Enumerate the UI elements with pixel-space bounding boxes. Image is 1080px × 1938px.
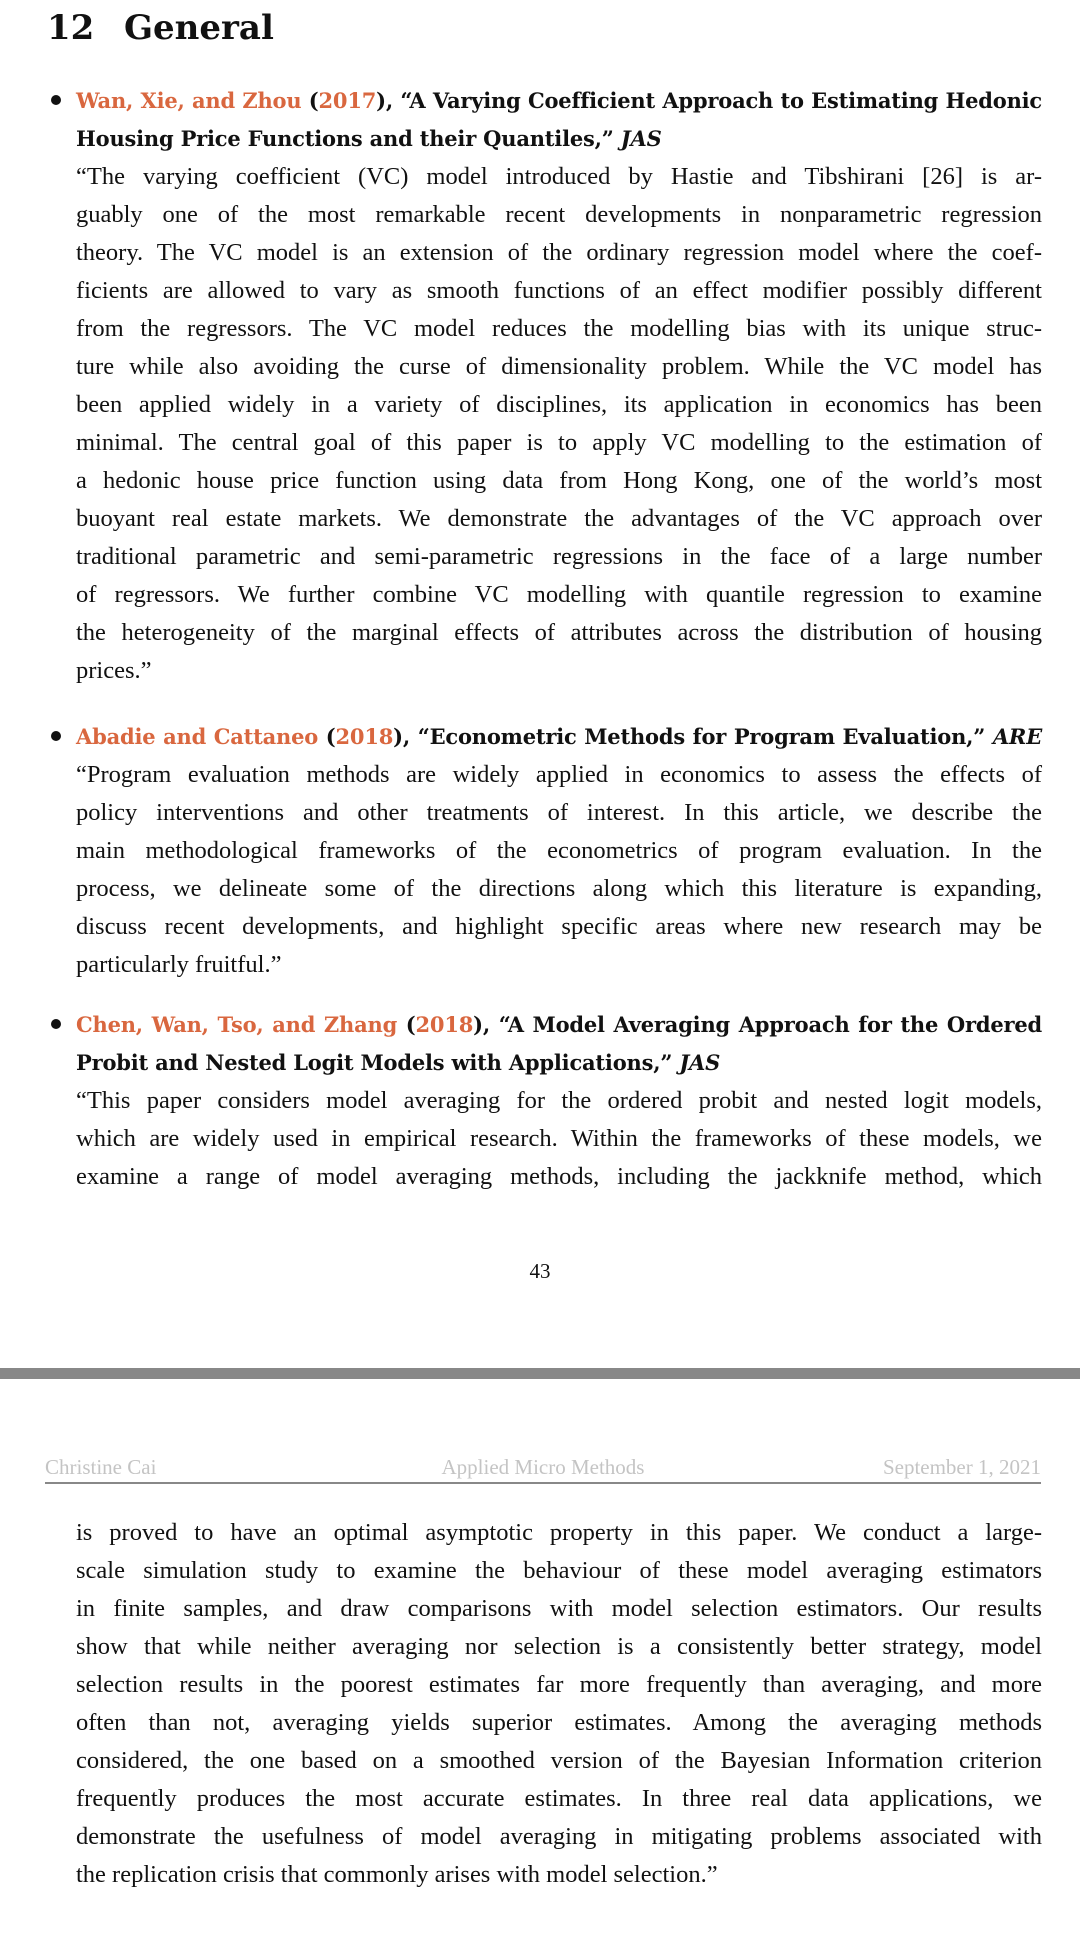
author-link[interactable]: Chen, Wan, Tso, and Zhang: [76, 1012, 398, 1037]
abstract-line: of regressors. We further combine VC modelling with quantile regression to examine: [76, 581, 1042, 608]
reference-title: Housing Price Functions and their Quantiles,”: [76, 126, 621, 151]
abstract-line: traditional parametric and semi-parametric regressions in the face of a large number: [76, 543, 1042, 570]
section-title: General: [124, 8, 274, 48]
year-link[interactable]: 2018: [415, 1012, 474, 1037]
abstract-line: examine a range of model averaging methods, including the jackknife method, which: [76, 1163, 1042, 1190]
abstract-line: selection results in the poorest estimates far more frequently than averaging, and more: [76, 1671, 1042, 1698]
abstract-line: been applied widely in a variety of disciplines, its application in economics has been: [76, 391, 1042, 418]
abstract-line: scale simulation study to examine the behaviour of these model averaging estimators: [76, 1557, 1042, 1584]
abstract-line: guably one of the most remarkable recent developments in nonparametric regression: [76, 201, 1042, 228]
author-link[interactable]: Wan, Xie, and Zhou: [76, 88, 302, 113]
reference-title: Probit and Nested Logit Models with Applications,”: [76, 1050, 680, 1075]
abstract-line: process, we delineate some of the directions along which this literature is expanding,: [76, 875, 1042, 902]
abstract-line: a hedonic house price function using data from Hong Kong, one of the world’s most: [76, 467, 1042, 494]
abstract-line: is proved to have an optimal asymptotic property in this paper. We conduct a large-: [76, 1519, 1042, 1546]
reference-heading-line: [76, 1044, 1042, 1082]
abstract-line: buoyant real estate markets. We demonstrate the advantages of the VC approach over: [76, 505, 1042, 532]
header-author: Christine Cai: [45, 1455, 157, 1479]
journal-name: JAS: [620, 126, 662, 151]
abstract-line: “This paper considers model averaging for the ordered probit and nested logit models,: [76, 1087, 1042, 1114]
abstract-line: often than not, averaging yields superior estimates. Among the averaging methods: [76, 1709, 1042, 1736]
abstract-line: which are widely used in empirical research. Within the frameworks of these models, we: [76, 1125, 1042, 1152]
section-heading: [47, 6, 274, 50]
abstract-line: “Program evaluation methods are widely applied in economics to assess the effects of: [76, 761, 1042, 788]
abstract-line: from the regressors. The VC model reduces the modelling bias with its unique struc-: [76, 315, 1042, 342]
reference-heading-line: Wan, Xie, and Zhou (2017), “A Varying Coefficient Approach to Estimating Hedonic: [76, 88, 1042, 113]
bullet-icon: [51, 1019, 61, 1029]
abstract-line: demonstrate the usefulness of model averaging in mitigating problems associated with: [76, 1823, 1042, 1850]
reference-title: , “A Varying Coefficient Approach to Estimating Hedonic: [385, 88, 1042, 113]
abstract-line: “The varying coefficient (VC) model introduced by Hastie and Tibshirani [26] is ar-: [76, 163, 1042, 190]
section-number: 12: [47, 8, 95, 48]
abstract-line: minimal. The central goal of this paper is to apply VC modelling to the estimation of: [76, 429, 1042, 456]
abstract-line: prices.”: [76, 657, 152, 684]
abstract-line: the replication crisis that commonly arises with model selection.”: [76, 1861, 718, 1888]
bullet-icon: [51, 731, 61, 741]
running-header: [45, 1452, 1041, 1482]
journal-name: ARE: [992, 724, 1042, 749]
abstract-line: considered, the one based on a smoothed version of the Bayesian Information criterion: [76, 1747, 1042, 1774]
abstract-line: the heterogeneity of the marginal effects of attributes across the distribution of housing: [76, 619, 1042, 646]
reference-heading-line: [76, 120, 1042, 158]
page-divider: [0, 1368, 1080, 1379]
abstract-line: frequently produces the most accurate estimates. In three real data applications, we: [76, 1785, 1042, 1812]
header-title: Applied Micro Methods: [441, 1455, 645, 1479]
reference-title: , “A Model Averaging Approach for the Ordered: [482, 1012, 1042, 1037]
year-link[interactable]: 2018: [335, 724, 394, 749]
header-date: September 1, 2021: [882, 1455, 1041, 1479]
abstract-line: ture while also avoiding the curse of dimensionality problem. While the VC model has: [76, 353, 1042, 380]
abstract-line: ficients are allowed to vary as smooth functions of an effect modifier possibly different: [76, 277, 1042, 304]
reference-heading-line: Chen, Wan, Tso, and Zhang (2018), “A Model Averaging Approach for the Ordered: [76, 1012, 1042, 1037]
abstract-line: particularly fruitful.”: [76, 951, 282, 978]
abstract-line: show that while neither averaging nor selection is a consistently better strategy, model: [76, 1633, 1042, 1660]
abstract-line: discuss recent developments, and highlight specific areas where new research may be: [76, 913, 1042, 940]
journal-name: JAS: [679, 1050, 721, 1075]
reference-heading-line: Abadie and Cattaneo (2018), “Econometric Methods for Program Evaluation,” ARE: [76, 724, 1042, 749]
abstract-line: main methodological frameworks of the econometrics of program evaluation. In the: [76, 837, 1042, 864]
abstract-line: policy interventions and other treatments of interest. In this article, we describe the: [76, 799, 1042, 826]
bullet-icon: [51, 95, 61, 105]
header-rule: [45, 1482, 1041, 1484]
reference-title: , “Econometric Methods for Program Evaluation,”: [402, 724, 993, 749]
abstract-line: theory. The VC model is an extension of the ordinary regression model where the coef-: [76, 239, 1042, 266]
page-number: 43: [529, 1259, 551, 1283]
author-link[interactable]: Abadie and Cattaneo: [76, 724, 319, 749]
year-link[interactable]: 2017: [318, 88, 377, 113]
abstract-line: in finite samples, and draw comparisons with model selection estimators. Our results: [76, 1595, 1042, 1622]
